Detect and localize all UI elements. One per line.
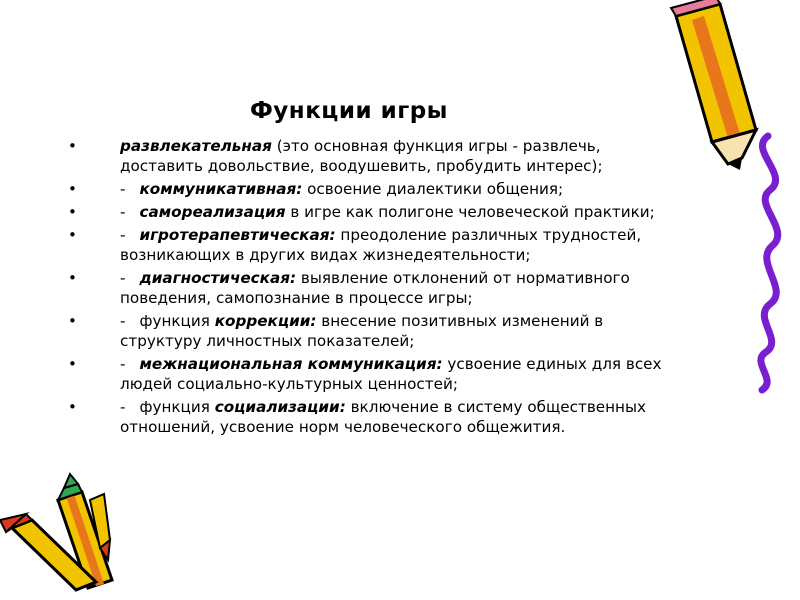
list-item bbox=[68, 354, 668, 394]
slide-title: Функции игры bbox=[250, 98, 448, 124]
item-term: межнациональная коммуникация: bbox=[139, 355, 443, 373]
item-dash: - bbox=[120, 312, 126, 330]
item-term: коммуникативная: bbox=[139, 180, 303, 198]
list-item bbox=[68, 225, 668, 265]
list-item bbox=[68, 136, 668, 176]
crayons-clipart bbox=[0, 474, 112, 590]
list-item bbox=[68, 179, 668, 199]
item-term: коррекции: bbox=[214, 312, 317, 330]
item-term: диагностическая: bbox=[139, 269, 297, 287]
bullet-icon: • bbox=[68, 269, 77, 287]
item-dash: - bbox=[120, 226, 126, 244]
item-description: включение в систему общественных отношений, усвоение норм человеческого общежития. bbox=[120, 398, 646, 436]
pencil-clipart bbox=[671, 0, 756, 170]
content-area bbox=[68, 136, 668, 440]
item-term: игротерапевтическая: bbox=[139, 226, 336, 244]
item-prefix: функция bbox=[139, 398, 215, 416]
item-description: усвоение единых для всех людей социально-культурных ценностей; bbox=[120, 355, 662, 393]
item-dash: - bbox=[120, 203, 126, 221]
bullet-icon: • bbox=[68, 137, 77, 155]
bullet-icon: • bbox=[68, 226, 77, 244]
bullet-icon: • bbox=[68, 203, 77, 221]
bullet-icon: • bbox=[68, 355, 77, 373]
item-description: (это основная функция игры - развлечь, доставить довольствие, воодушевить, пробудить интерес); bbox=[120, 137, 603, 175]
item-description: выявление отклонений от нормативного поведения, самопознание в процессе игры; bbox=[120, 269, 630, 307]
bullet-icon: • bbox=[68, 312, 77, 330]
bullet-list bbox=[68, 136, 668, 437]
item-dash: - bbox=[120, 180, 126, 198]
item-description: в игре как полигоне человеческой практики; bbox=[285, 203, 655, 221]
list-item bbox=[68, 202, 668, 222]
item-prefix: функция bbox=[139, 312, 215, 330]
list-item bbox=[68, 311, 668, 351]
list-item bbox=[68, 397, 668, 437]
item-dash: - bbox=[120, 355, 126, 373]
bullet-icon: • bbox=[68, 398, 77, 416]
item-term: социализации: bbox=[214, 398, 346, 416]
ribbon-clipart bbox=[761, 136, 778, 390]
item-description: внесение позитивных изменений в структуру личностных показателей; bbox=[120, 312, 604, 350]
item-dash: - bbox=[120, 269, 126, 287]
item-description: освоение диалектики общения; bbox=[302, 180, 564, 198]
item-dash: - bbox=[120, 398, 126, 416]
list-item bbox=[68, 268, 668, 308]
item-term: самореализация bbox=[139, 203, 286, 221]
item-term: развлекательная bbox=[120, 137, 272, 155]
item-description: преодоление различных трудностей, возникающих в других видах жизнедеятельности; bbox=[120, 226, 642, 264]
bullet-icon: • bbox=[68, 180, 77, 198]
